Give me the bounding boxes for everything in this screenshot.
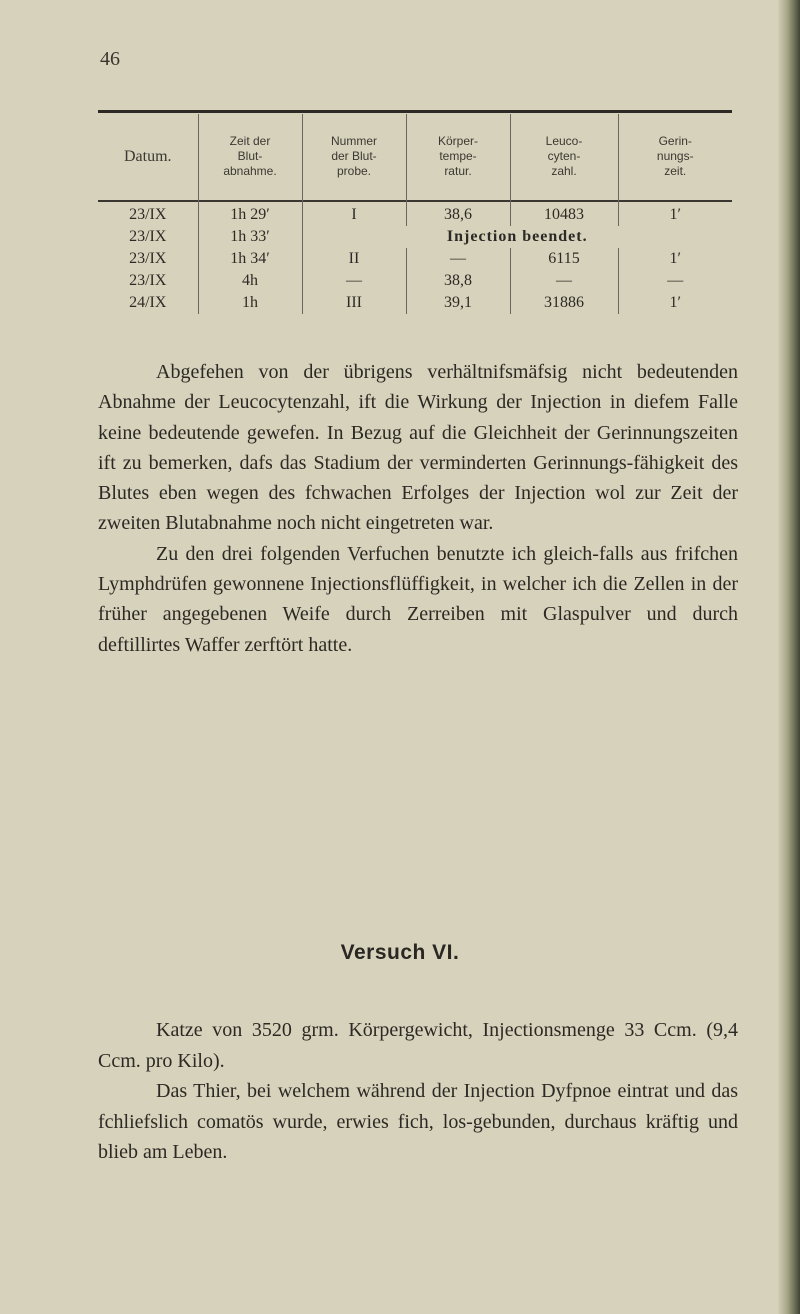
- cell-injection-note: Injection beendet.: [302, 226, 732, 248]
- cell-datum: 23/IX: [129, 250, 167, 267]
- table-top-rule: [98, 110, 732, 113]
- table-row: [98, 248, 732, 270]
- cell-leucocyten: 6115: [510, 248, 618, 270]
- cell-datum: 23/IX: [129, 228, 167, 245]
- page-edge-shadow: [778, 0, 800, 1314]
- cell-nummer: II: [302, 248, 406, 270]
- cell-leucocyten: 31886: [510, 292, 618, 314]
- header-temperatur: [406, 114, 510, 198]
- header-nummer: [302, 114, 406, 198]
- header-line: Blut-: [237, 148, 263, 163]
- table-row: [98, 270, 732, 292]
- cell-nummer: III: [302, 292, 406, 314]
- cell-zeit: 1h: [198, 292, 302, 314]
- cell-nummer: —: [302, 270, 406, 292]
- data-table: [98, 114, 732, 314]
- page-number: 46: [100, 48, 120, 70]
- header-line: Nummer: [330, 133, 377, 148]
- header-line: Leuco-: [545, 133, 583, 148]
- cell-zeit: 4h: [198, 270, 302, 292]
- header-line: abnahme.: [223, 163, 277, 178]
- header-gerinnung: [618, 114, 732, 198]
- body-text-block: [98, 357, 738, 660]
- cell-leucocyten: —: [510, 270, 618, 292]
- section-heading: Versuch VI.: [340, 941, 460, 964]
- cell-datum: 24/IX: [129, 294, 167, 311]
- header-line: cyten-: [547, 148, 581, 163]
- header-line: probe.: [336, 163, 372, 178]
- header-zeit: [198, 114, 302, 198]
- table-row: [98, 226, 732, 248]
- cell-temperatur: 39,1: [406, 292, 510, 314]
- cell-temperatur: —: [406, 248, 510, 270]
- cell-temperatur: 38,6: [406, 198, 510, 226]
- table-row: [98, 292, 732, 314]
- header-datum: [98, 114, 198, 198]
- paragraph: Abgefehen von der übrigens verhältnifsmäfsig nicht bedeutenden Abnahme der Leucocytenzahl, ift die Wirkung der Injection in diefem Falle keine bedeutende gewefen. In Bezug auf die Gleichheit der Gerinnungszeiten ift zu bemerken, dafs das Stadium der verminderten Gerinnungs-fähigkeit des Blutes eben wegen des fchwachen Erfolges der Injection wol zur Zeit der zweiten Blutabnahme noch nicht eingetreten war.: [98, 361, 738, 535]
- header-line: Zeit der: [229, 133, 271, 148]
- header-line: der Blut-: [331, 148, 377, 163]
- paragraph: Katze von 3520 grm. Körpergewicht, Injectionsmenge 33 Ccm. (9,4 Ccm. pro Kilo).: [98, 1019, 738, 1072]
- header-line: Datum.: [123, 147, 172, 165]
- header-line: zahl.: [551, 163, 577, 178]
- body-text-block-2: [98, 1015, 738, 1168]
- cell-gerinnung: 1′: [618, 248, 732, 270]
- cell-leucocyten: 10483: [510, 198, 618, 226]
- paragraph: Das Thier, bei welchem während der Injection Dyfpnoe eintrat und das fchliefslich comatös wurde, erwies fich, los-gebunden, durchaus kräftig und blieb am Leben.: [98, 1080, 738, 1163]
- cell-temperatur: 38,8: [406, 270, 510, 292]
- cell-datum: 23/IX: [129, 206, 167, 223]
- cell-zeit: 1h 33′: [198, 226, 302, 248]
- header-line: Gerin-: [658, 133, 692, 148]
- header-line: ratur.: [444, 163, 472, 178]
- header-line: nungs-: [656, 148, 694, 163]
- header-line: zeit.: [664, 163, 687, 178]
- cell-zeit: 1h 29′: [198, 198, 302, 226]
- paragraph: Zu den drei folgenden Verfuchen benutzte ich gleich-falls aus frifchen Lymphdrüfen gewonnene Injectionsflüffigkeit, in welcher ich die Zellen in der früher angegebenen Weife durch Zerreiben mit Glaspulver und durch deftillirtes Waffer zerftört hatte.: [98, 542, 738, 656]
- cell-gerinnung: —: [618, 270, 732, 292]
- cell-nummer: I: [302, 198, 406, 226]
- cell-gerinnung: 1′: [618, 292, 732, 314]
- table-row: [98, 198, 732, 226]
- cell-zeit: 1h 34′: [198, 248, 302, 270]
- table-header-row: [98, 114, 732, 198]
- header-leucocyten: [510, 114, 618, 198]
- header-line: Körper-: [437, 133, 478, 148]
- cell-gerinnung: 1′: [618, 198, 732, 226]
- cell-datum: 23/IX: [129, 272, 167, 289]
- header-line: tempe-: [439, 148, 477, 163]
